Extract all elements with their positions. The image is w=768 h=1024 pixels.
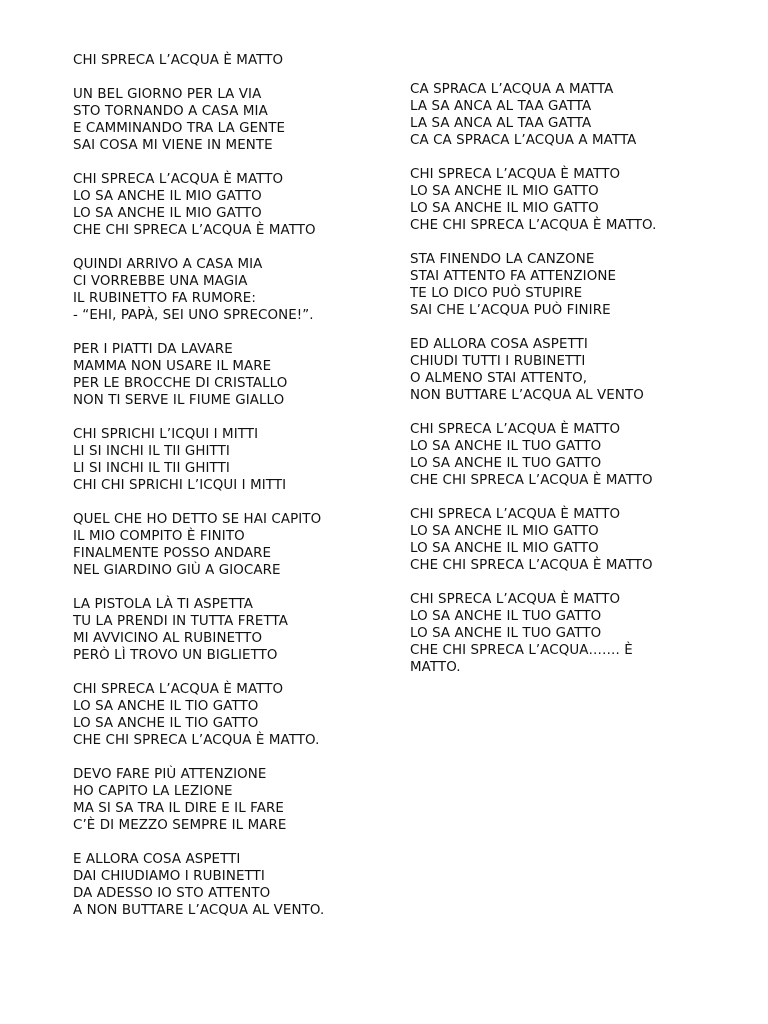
verse-line: LI SI INCHI IL TII GHITTI xyxy=(73,461,230,476)
stanza xyxy=(73,766,413,834)
verse-line: CHI SPRECA L’ACQUA È MATTO xyxy=(410,167,621,182)
verse-line: LI SI INCHI IL TII GHITTI xyxy=(73,444,230,459)
verse-line: PER I PIATTI DA LAVARE xyxy=(73,342,233,357)
verse-line: IL MIO COMPITO È FINITO xyxy=(73,529,245,544)
verse-line: CHI SPRICHI L’ICQUI I MITTI xyxy=(73,427,259,442)
verse-line: CHI SPRECA L’ACQUA È MATTO xyxy=(410,592,621,607)
verse-line: LO SA ANCHE IL TUO GATTO xyxy=(410,456,602,471)
stanza xyxy=(73,511,413,579)
verse-line: QUINDI ARRIVO A CASA MIA xyxy=(73,257,263,272)
verse-line: CHE CHI SPRECA L’ACQUA È MATTO xyxy=(410,473,653,488)
verse-line: STAI ATTENTO FA ATTENZIONE xyxy=(410,269,617,284)
verse-line: LO SA ANCHE IL MIO GATTO xyxy=(410,201,599,216)
verse-line: NON TI SERVE IL FIUME GIALLO xyxy=(73,393,285,408)
poem-title: CHI SPRECA L’ACQUA È MATTO xyxy=(73,53,284,68)
verse-line: CHI SPRECA L’ACQUA È MATTO xyxy=(73,682,284,697)
verse-line: FINALMENTE POSSO ANDARE xyxy=(73,546,272,561)
verse-line: CHE CHI SPRECA L’ACQUA È MATTO. xyxy=(410,218,657,233)
verse-line: UN BEL GIORNO PER LA VIA xyxy=(73,87,262,102)
verse-line: LO SA ANCHE IL MIO GATTO xyxy=(410,524,599,539)
verse-line: LO SA ANCHE IL TUO GATTO xyxy=(410,626,602,641)
verse-line: DA ADESSO IO STO ATTENTO xyxy=(73,886,271,901)
stanza xyxy=(73,596,413,664)
verse-line: PER LE BROCCHE DI CRISTALLO xyxy=(73,376,288,391)
verse-line: CHI SPRECA L’ACQUA È MATTO xyxy=(410,422,621,437)
stanza xyxy=(410,506,750,574)
verse-line: STO TORNANDO A CASA MIA xyxy=(73,104,268,119)
verse-line: MA SI SA TRA IL DIRE E IL FARE xyxy=(73,801,284,816)
verse-line: SAI COSA MI VIENE IN MENTE xyxy=(73,138,273,153)
verse-line: QUEL CHE HO DETTO SE HAI CAPITO xyxy=(73,512,322,527)
verse-line: LO SA ANCHE IL TUO GATTO xyxy=(410,609,602,624)
verse-line: STA FINENDO LA CANZONE xyxy=(410,252,595,267)
verse-line: DAI CHIUDIAMO I RUBINETTI xyxy=(73,869,265,884)
verse-line: CI VORREBBE UNA MAGIA xyxy=(73,274,248,289)
verse-line: LO SA ANCHE IL MIO GATTO xyxy=(410,184,599,199)
stanza xyxy=(73,851,413,919)
stanza xyxy=(73,171,413,239)
verse-line: MI AVVICINO AL RUBINETTO xyxy=(73,631,263,646)
verse-line: TU LA PRENDI IN TUTTA FRETTA xyxy=(73,614,289,629)
verse-line: PERÒ LÌ TROVO UN BIGLIETTO xyxy=(73,648,278,663)
verse-line: CA SPRACA L’ACQUA A MATTA xyxy=(410,82,614,97)
verse-line: HO CAPITO LA LEZIONE xyxy=(73,784,233,799)
verse-line: C’È DI MEZZO SEMPRE IL MARE xyxy=(73,818,287,833)
verse-line: LO SA ANCHE IL TUO GATTO xyxy=(410,439,602,454)
verse-line: LO SA ANCHE IL MIO GATTO xyxy=(73,206,262,221)
verse-line: CHE CHI SPRECA L’ACQUA……. È xyxy=(410,643,633,658)
stanza xyxy=(410,421,750,489)
verse-line: CHE CHI SPRECA L’ACQUA È MATTO. xyxy=(73,733,320,748)
left-column xyxy=(73,86,413,936)
stanza xyxy=(410,251,750,319)
verse-line: CA CA SPRACA L’ACQUA A MATTA xyxy=(410,133,637,148)
stanza xyxy=(73,426,413,494)
stanza xyxy=(410,81,750,149)
verse-line: LO SA ANCHE IL TIO GATTO xyxy=(73,699,259,714)
stanza xyxy=(73,86,413,154)
stanza xyxy=(73,341,413,409)
verse-line: CHI SPRECA L’ACQUA È MATTO xyxy=(410,507,621,522)
verse-line: A NON BUTTARE L’ACQUA AL VENTO. xyxy=(73,903,325,918)
verse-line: LA SA ANCA AL TAA GATTA xyxy=(410,116,592,131)
right-column xyxy=(410,81,750,693)
verse-line: IL RUBINETTO FA RUMORE: xyxy=(73,291,256,306)
verse-line: TE LO DICO PUÒ STUPIRE xyxy=(410,286,583,301)
verse-line: CHE CHI SPRECA L’ACQUA È MATTO xyxy=(73,223,316,238)
stanza xyxy=(410,591,750,676)
verse-line: DEVO FARE PIÙ ATTENZIONE xyxy=(73,767,267,782)
verse-line: E ALLORA COSA ASPETTI xyxy=(73,852,241,867)
verse-line: NON BUTTARE L’ACQUA AL VENTO xyxy=(410,388,644,403)
verse-line: CHI CHI SPRICHI L’ICQUI I MITTI xyxy=(73,478,287,493)
verse-line: - “EHI, PAPÀ, SEI UNO SPRECONE!”. xyxy=(73,308,314,323)
verse-line: LO SA ANCHE IL TIO GATTO xyxy=(73,716,259,731)
verse-line: LO SA ANCHE IL MIO GATTO xyxy=(410,541,599,556)
verse-line: CHIUDI TUTTI I RUBINETTI xyxy=(410,354,586,369)
verse-line: CHE CHI SPRECA L’ACQUA È MATTO xyxy=(410,558,653,573)
verse-line: LA PISTOLA LÀ TI ASPETTA xyxy=(73,597,254,612)
verse-line: O ALMENO STAI ATTENTO, xyxy=(410,371,588,386)
verse-line: LA SA ANCA AL TAA GATTA xyxy=(410,99,592,114)
verse-line: LO SA ANCHE IL MIO GATTO xyxy=(73,189,262,204)
stanza xyxy=(73,681,413,749)
verse-line: E CAMMINANDO TRA LA GENTE xyxy=(73,121,286,136)
stanza xyxy=(410,336,750,404)
stanza xyxy=(410,166,750,234)
verse-line: ED ALLORA COSA ASPETTI xyxy=(410,337,588,352)
verse-line: NEL GIARDINO GIÙ A GIOCARE xyxy=(73,563,281,578)
verse-line: CHI SPRECA L’ACQUA È MATTO xyxy=(73,172,284,187)
verse-line: SAI CHE L’ACQUA PUÒ FINIRE xyxy=(410,303,611,318)
stanza xyxy=(73,256,413,324)
verse-line: MAMMA NON USARE IL MARE xyxy=(73,359,272,374)
verse-line: MATTO. xyxy=(410,660,461,675)
